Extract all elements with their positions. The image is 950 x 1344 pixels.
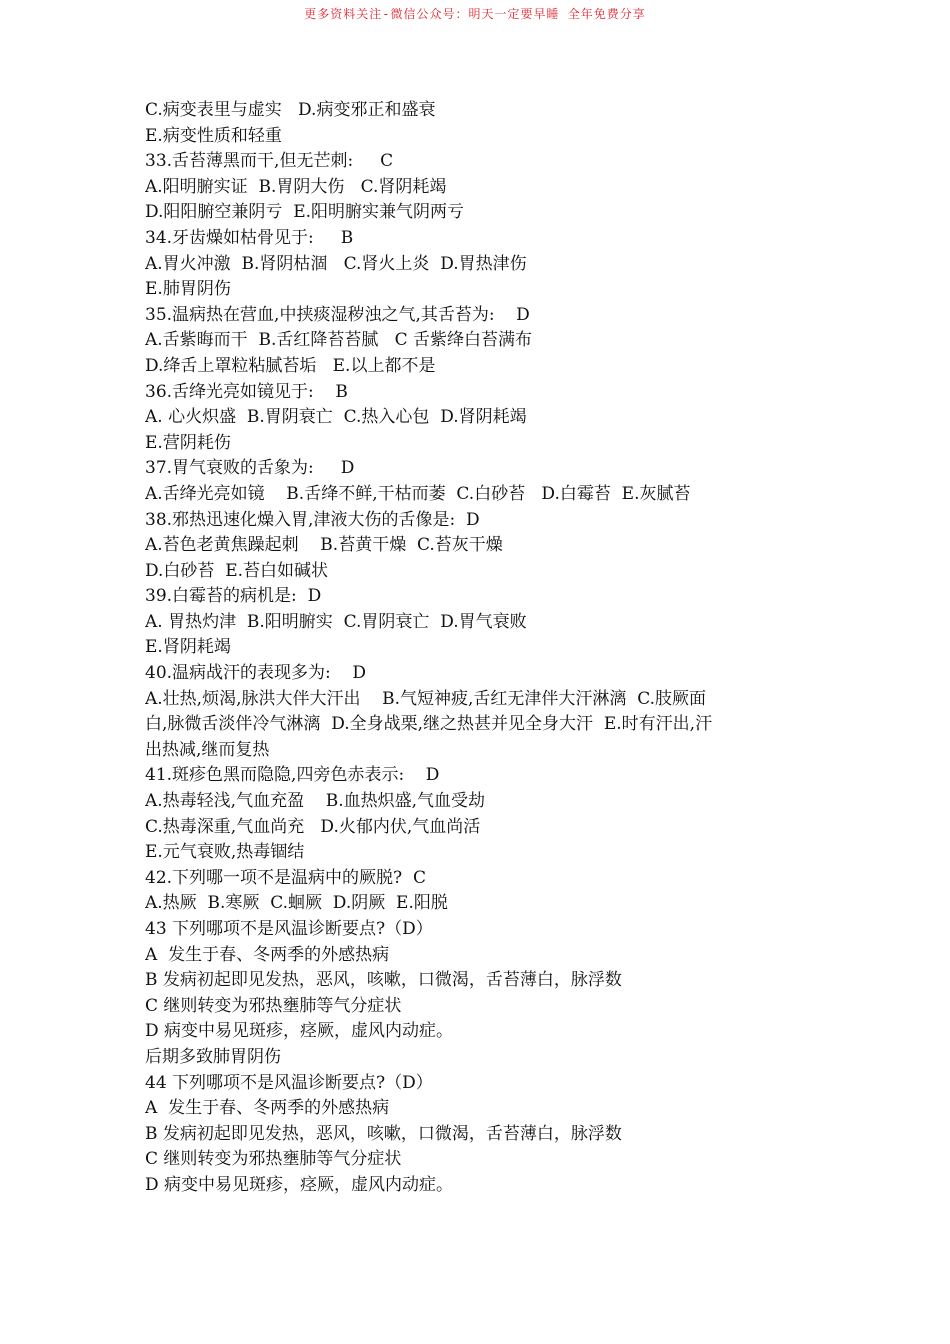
option-line: E.肺胃阴伤 [145,279,231,300]
option-line: 白,脉微舌淡伴冷气淋漓 D.全身战栗,继之热甚并见全身大汗 E.时有汗出,汗 [145,714,713,735]
option-line: D 病变中易见斑疹，痉厥，虚风内动症。 [145,1021,454,1042]
option-line: A.热厥 B.寒厥 C.蛔厥 D.阴厥 E.阳脱 [145,893,448,914]
option-line: C 继则转变为邪热壅肺等气分症状 [145,1149,402,1170]
option-line: A.舌紫晦而干 B.舌红降苔苔腻 C 舌紫绛白苔满布 [145,330,533,351]
option-line: E.肾阴耗竭 [145,637,231,658]
question-line: 42.下列哪一项不是温病中的厥脱? C [145,867,426,888]
question-line: 41.斑疹色黑而隐隐,四旁色赤表示: D [145,765,440,786]
option-line: A 发生于春、冬两季的外感热病 [145,944,390,965]
header-banner: 更多资料关注-微信公众号：明天一定要早睡 全年免费分享 [304,7,646,21]
option-line: D.阳阳腑空兼阴亏 E.阳明腑实兼气阴两亏 [145,202,465,223]
question-line: 33.舌苔薄黑而干,但无芒刺: C [145,151,394,172]
option-line: D.绛舌上罩粒粘腻苔垢 E.以上都不是 [145,355,436,376]
option-line: A.壮热,烦渴,脉洪大伴大汗出 B.气短神疲,舌红无津伴大汗淋漓 C.肢厥面 [145,688,707,709]
option-line: D 病变中易见斑疹，痉厥，虚风内动症。 [145,1174,454,1195]
option-line: A.苔色老黄焦躁起刺 B.苔黄干燥 C.苔灰干燥 [145,535,503,556]
text-line: E.病变性质和轻重 [145,125,282,146]
question-line: 34.牙齿燥如枯骨见于: B [145,227,354,248]
option-line: C 继则转变为邪热壅肺等气分症状 [145,995,402,1016]
option-line: B 发病初起即见发热，恶风，咳嗽，口微渴，舌苔薄白，脉浮数 [145,970,622,991]
option-line: A. 心火炽盛 B.胃阴衰亡 C.热入心包 D.肾阴耗竭 [145,407,527,428]
question-line: 44 下列哪项不是风温诊断要点?（D） [145,1072,433,1093]
option-line: C.热毒深重,气血尚充 D.火郁内伏,气血尚活 [145,816,481,837]
document-body [145,98,815,1199]
option-line: D.白砂苔 E.苔白如碱状 [145,560,329,581]
option-line: B 发病初起即见发热，恶风，咳嗽，口微渴，舌苔薄白，脉浮数 [145,1123,622,1144]
option-line: A.阳明腑实证 B.胃阴大伤 C.肾阴耗竭 [145,176,447,197]
option-line: A.热毒轻浅,气血充盈 B.血热炽盛,气血受劫 [145,791,485,812]
option-line: E.营阴耗伤 [145,432,231,453]
option-line: A.舌绛光亮如镜 B.舌绛不鲜,干枯而萎 C.白砂苔 D.白霉苔 E.灰腻苔 [145,483,691,504]
option-line: E.元气衰败,热毒锢结 [145,842,305,863]
option-line: 出热减,继而复热 [145,739,270,760]
question-line: 35.温病热在营血,中挟痰湿秽浊之气,其舌苔为: D [145,304,530,325]
question-line: 39.白霉苔的病机是: D [145,586,322,607]
question-line: 38.邪热迅速化燥入胃,津液大伤的舌像是: D [145,509,480,530]
question-line: 43 下列哪项不是风温诊断要点?（D） [145,919,433,939]
question-line: 40.温病战汗的表现多为: D [145,663,367,684]
text-line: C.病变表里与虚实 D.病变邪正和盛衰 [145,100,436,120]
option-line: A. 胃热灼津 B.阳明腑实 C.胃阴衰亡 D.胃气衰败 [145,611,527,632]
option-line: 后期多致肺胃阴伤 [145,1046,281,1067]
question-line: 37.胃气衰败的舌象为: D [145,458,355,479]
option-line: A.胃火冲激 B.肾阴枯涸 C.肾火上炎 D.胃热津伤 [145,253,527,274]
question-line: 36.舌绛光亮如镜见于: B [145,381,348,402]
option-line: A 发生于春、冬两季的外感热病 [145,1098,390,1119]
